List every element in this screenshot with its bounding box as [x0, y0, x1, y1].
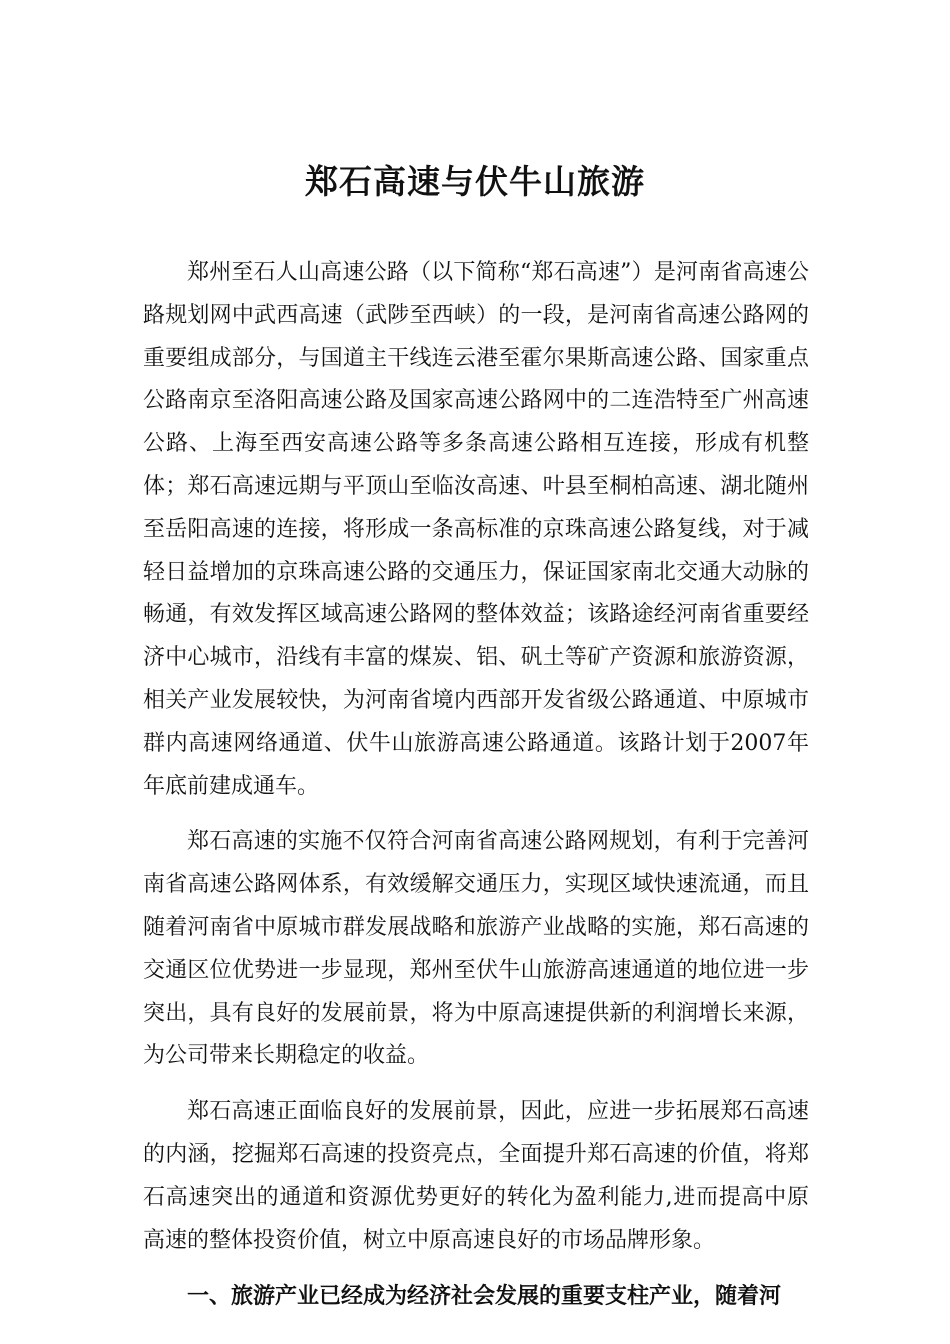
body-paragraph-1: 郑州至石人山高速公路（以下简称“郑石高速”）是河南省高速公路规划网中武西高速（武陟至西峡）的一段，是河南省高速公路网的重要组成部分，与国道主干线连云港至霍尔果斯高速公路、国家重点公路南京至洛阳高速公路及国家高速公路网中的二连浩特至广州高速公路、上海至西安高速公路等多条高速公路相互连接，形成有机整体；郑石高速远期与平顶山至临汝高速、叶县至桐柏高速、湖北随州至岳阳高速的连接，将形成一条高标准的京珠高速公路复线，对于减轻日益增加的京珠高速公路的交通压力，保证国家南北交通大动脉的畅通，有效发挥区域高速公路网的整体效益；该路途经河南省重要经济中心城市，沿线有丰富的煤炭、铝、矾土等矿产资源和旅游资源，相关产业发展较快，为河南省境内西部开发省级公路通道、中原城市群内高速网络通道、伏牛山旅游高速公路通道。该路计划于2007年年底前建成通车。 [143, 260, 809, 799]
document-body [143, 252, 809, 1318]
document-title: 郑石高速与伏牛山旅游 [305, 162, 645, 202]
section-heading: 一、旅游产业已经成为经济社会发展的重要支柱产业，随着河 [187, 1283, 782, 1310]
body-paragraph-3: 郑石高速正面临良好的发展前景，因此，应进一步拓展郑石高速的内涵，挖掘郑石高速的投资亮点，全面提升郑石高速的价值，将郑石高速突出的通道和资源优势更好的转化为盈利能力,进而提高中原高速的整体投资价值，树立中原高速良好的市场品牌形象。 [143, 1099, 809, 1253]
body-paragraph-2: 郑石高速的实施不仅符合河南省高速公路网规划，有利于完善河南省高速公路网体系，有效缓解交通压力，实现区域快速流通，而且随着河南省中原城市群发展战略和旅游产业战略的实施，郑石高速的交通区位优势进一步显现，郑州至伏牛山旅游高速通道的地位进一步突出，具有良好的发展前景，将为中原高速提供新的利润增长来源，为公司带来长期稳定的收益。 [143, 829, 809, 1069]
